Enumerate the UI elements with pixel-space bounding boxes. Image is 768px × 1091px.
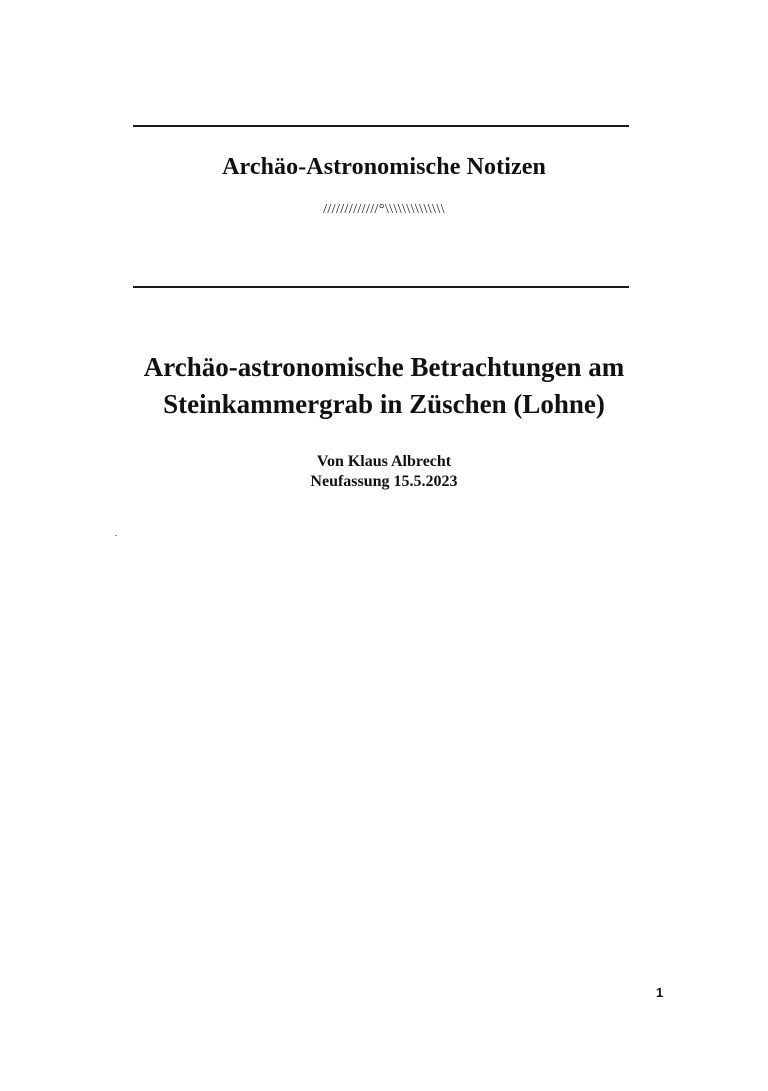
ornament-line: /////////////°\\\\\\\\\\\\\\ [323,202,445,217]
document-title [0,349,768,423]
top-horizontal-rule [133,125,629,127]
scan-speck [115,535,117,536]
document-title-line-1: Archäo-astronomische Betrachtungen am [143,352,625,382]
revision-date: Neufassung 15.5.2023 [310,473,458,490]
page-number: 1 [656,985,664,1000]
author-line: Von Klaus Albrecht [316,453,452,470]
bottom-horizontal-rule [133,286,629,288]
series-title: Archäo-Astronomische Notizen [222,154,546,180]
document-title-line-2: Steinkammergrab in Züschen (Lohne) [163,389,605,419]
